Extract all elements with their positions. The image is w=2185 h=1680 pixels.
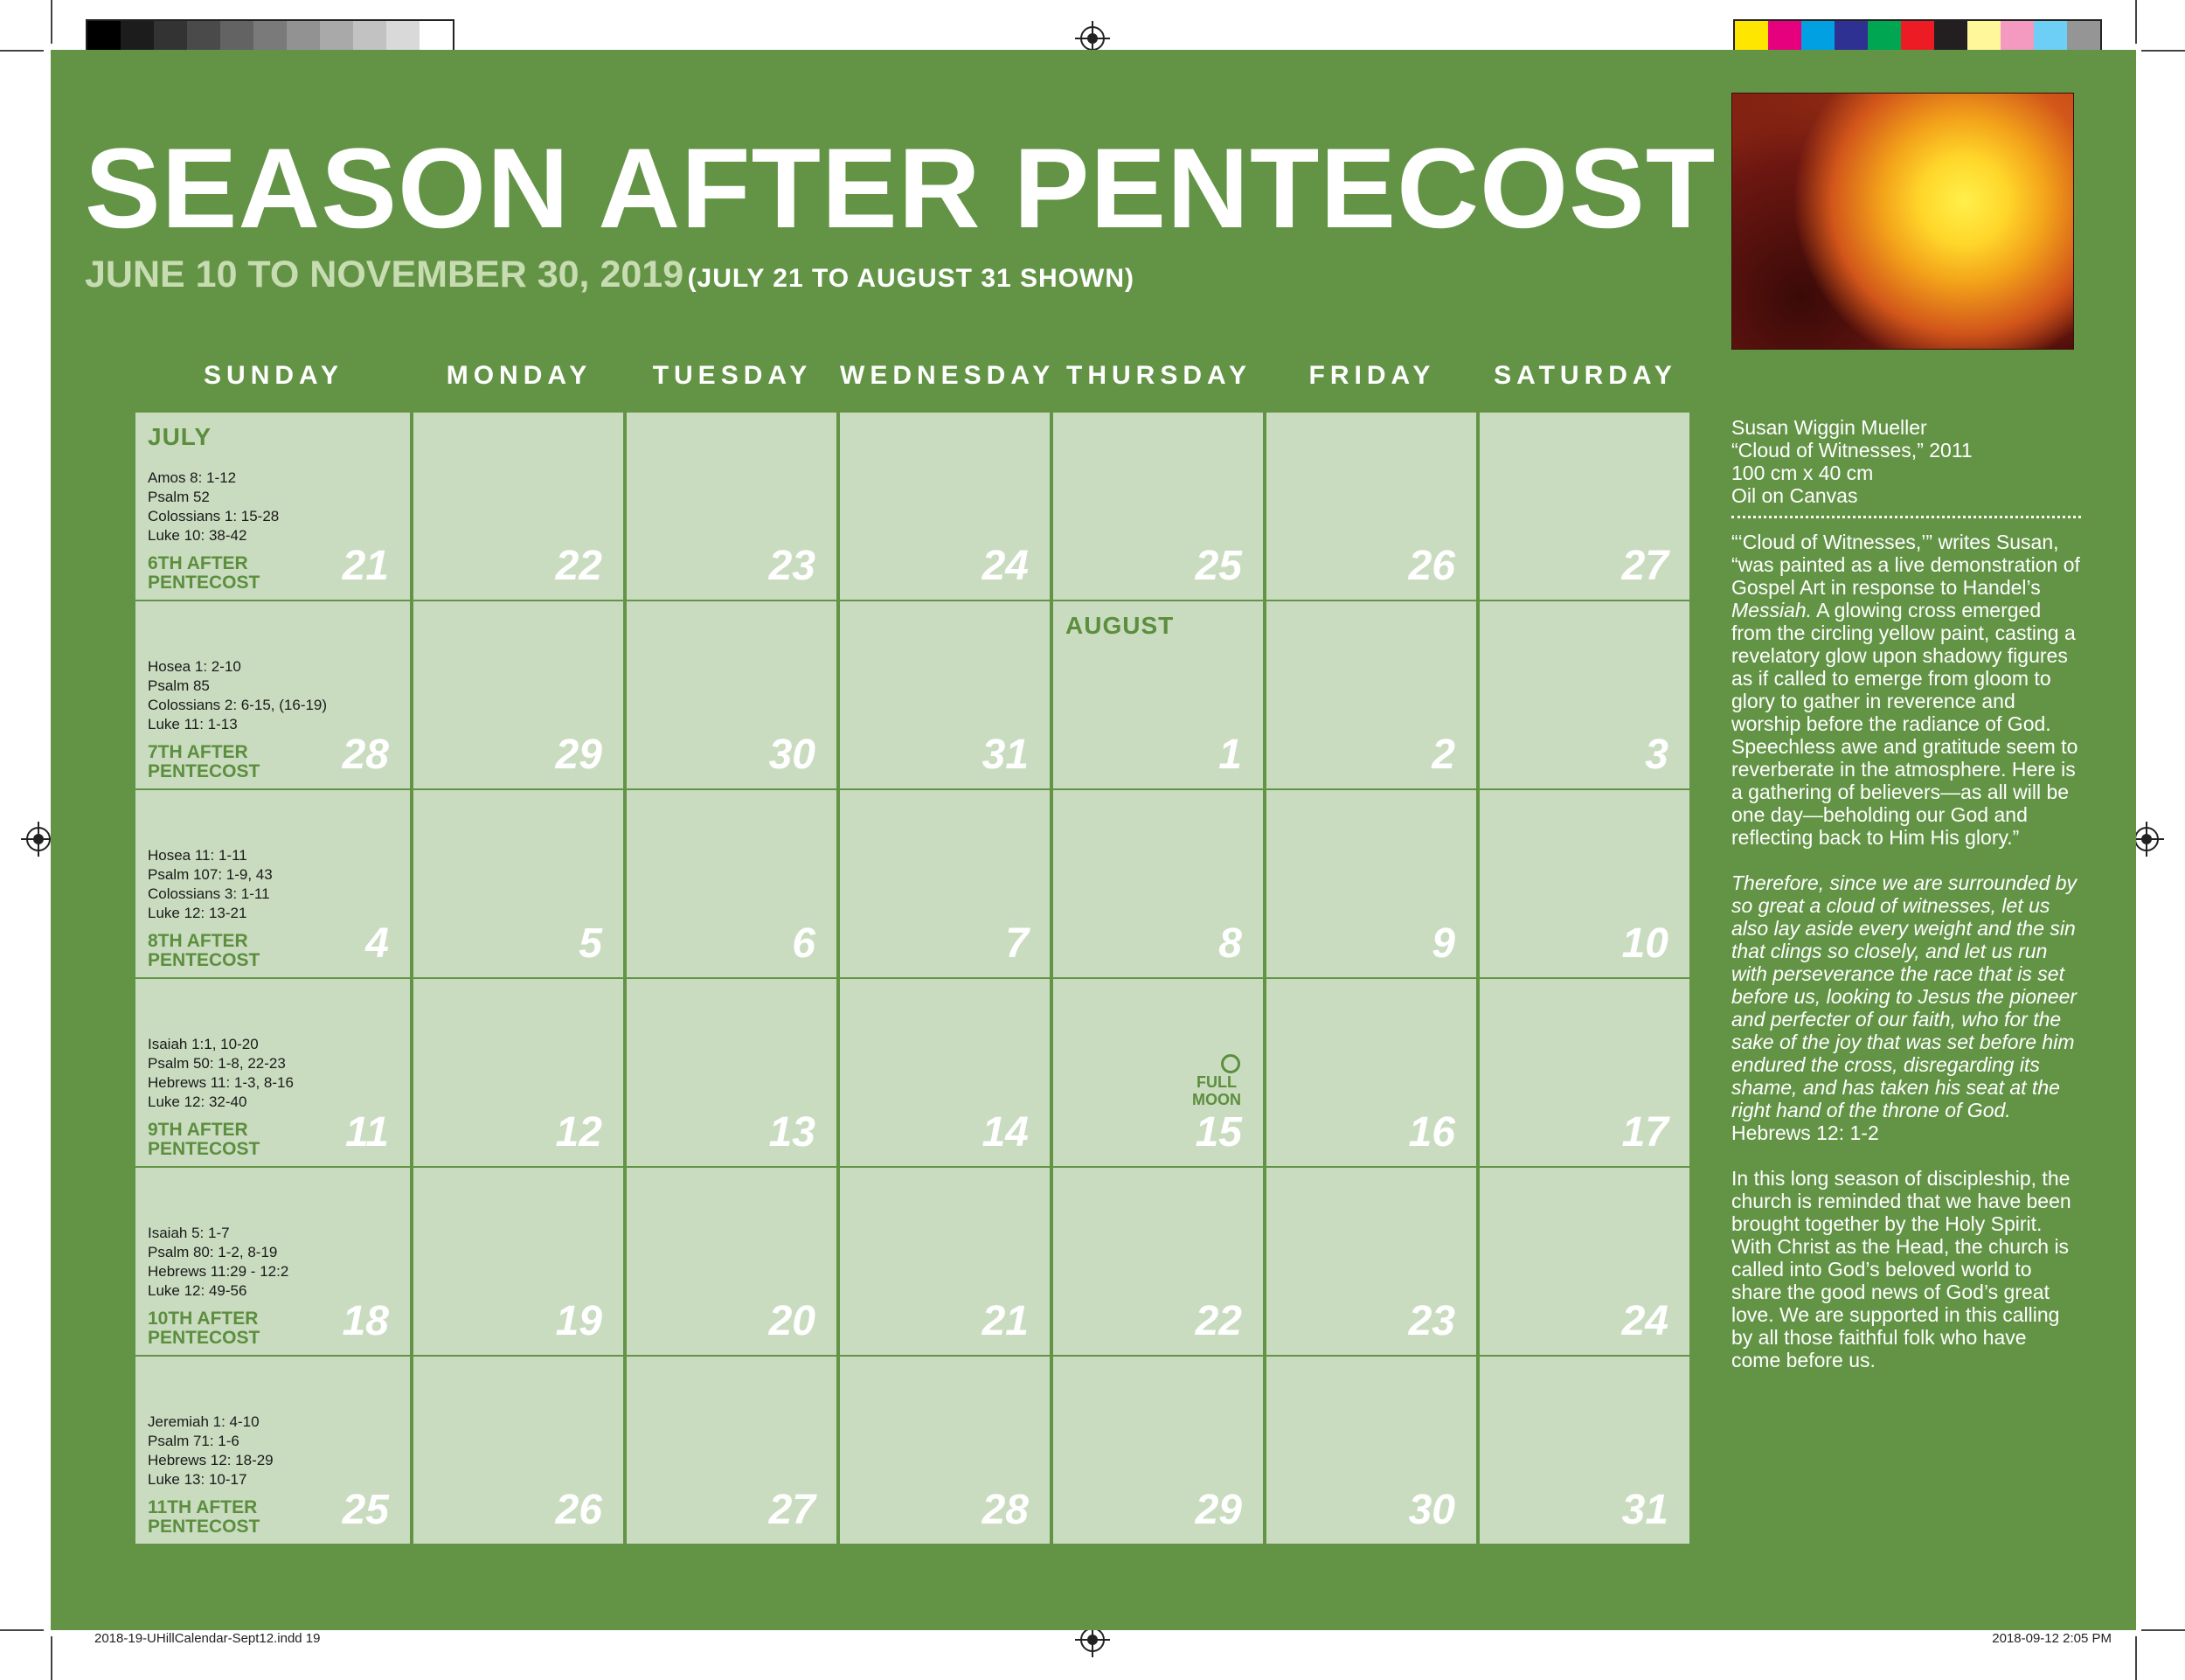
- sunday-name: [148, 1309, 260, 1348]
- color-swatch: [87, 21, 121, 52]
- day-number: 11: [345, 1109, 389, 1156]
- day-cell: [1266, 790, 1476, 977]
- crop-mark: [2135, 0, 2137, 44]
- sunday-name-line: 8TH AFTER: [148, 931, 248, 951]
- day-cell: [627, 790, 836, 977]
- reading-line: Luke 12: 32-40: [148, 1093, 247, 1110]
- day-number: 25: [342, 1487, 389, 1533]
- day-number: 9: [1432, 920, 1455, 967]
- day-cell: [135, 601, 410, 788]
- reading-line: Colossians 2: 6-15, (16-19): [148, 697, 328, 713]
- day-number: 18: [342, 1298, 389, 1344]
- color-swatch: [1801, 21, 1835, 52]
- day-number: 5: [579, 920, 602, 967]
- artwork-sidebar: [1731, 416, 2081, 1371]
- day-number: 7: [1005, 920, 1029, 967]
- day-cell: [1053, 1357, 1263, 1544]
- day-cell: [840, 1357, 1050, 1544]
- description-text: “‘Cloud of Witnesses,’” writes Susan, “was painted as a live demonstration of Gospel Art in response to Handel’s: [1731, 531, 2080, 599]
- shown-range-note: (JULY 21 TO AUGUST 31 SHOWN): [687, 264, 1135, 293]
- season-dates: JUNE 10 TO NOVEMBER 30, 2019: [85, 253, 684, 295]
- day-number: 26: [555, 1487, 602, 1533]
- registration-mark-icon: [1080, 1628, 1105, 1652]
- reading-line: Luke 13: 10-17: [148, 1471, 247, 1488]
- color-swatch: [1835, 21, 1868, 52]
- day-number: 2: [1432, 732, 1455, 778]
- crop-mark: [51, 1636, 52, 1680]
- artwork-image: [1731, 93, 2074, 350]
- sunday-name-line: 7TH AFTER: [148, 742, 248, 762]
- sunday-name: [148, 1498, 260, 1537]
- calendar-grid: [135, 413, 1691, 1545]
- day-number: 6: [792, 920, 815, 967]
- reading-line: Luke 10: 38-42: [148, 527, 247, 544]
- day-cell: [1266, 413, 1476, 600]
- lectionary-readings: [148, 1413, 274, 1489]
- day-number: 31: [1621, 1487, 1668, 1533]
- day-cell: [840, 979, 1050, 1166]
- registration-mark-icon: [2134, 827, 2159, 851]
- sunday-name-line: 9TH AFTER: [148, 1120, 248, 1140]
- day-cell: [413, 1357, 623, 1544]
- reading-line: Jeremiah 1: 4-10: [148, 1413, 260, 1430]
- day-number: 13: [768, 1109, 815, 1156]
- color-swatch: [320, 21, 353, 52]
- color-swatch: [154, 21, 187, 52]
- page-title: SEASON AFTER PENTECOST: [85, 124, 1717, 252]
- day-number: 12: [555, 1109, 602, 1156]
- lectionary-readings: [148, 1224, 288, 1301]
- artwork-dimensions: 100 cm x 40 cm: [1731, 462, 1874, 484]
- weekday-saturday: SATURDAY: [1494, 361, 1677, 390]
- sunday-name: [148, 932, 260, 970]
- day-cell: [1480, 790, 1689, 977]
- day-cell: [1053, 413, 1263, 600]
- sunday-name-line: 10TH AFTER: [148, 1309, 259, 1329]
- crop-mark: [0, 50, 44, 52]
- day-number: 24: [1621, 1298, 1668, 1344]
- day-number: 21: [342, 543, 389, 589]
- process-color-bar: [1733, 19, 2102, 54]
- reading-line: Colossians 1: 15-28: [148, 508, 280, 524]
- day-number: 1: [1218, 732, 1242, 778]
- sunday-name: [148, 1121, 260, 1159]
- day-number: 22: [1195, 1298, 1242, 1344]
- color-swatch: [420, 21, 453, 52]
- day-cell: [627, 1168, 836, 1355]
- sunday-name: [148, 554, 260, 593]
- day-number: 23: [768, 543, 815, 589]
- day-number: 29: [1195, 1487, 1242, 1533]
- day-number: 25: [1195, 543, 1242, 589]
- reading-line: Isaiah 5: 1-7: [148, 1225, 230, 1241]
- description-italic-text: Messiah.: [1731, 599, 1813, 621]
- reading-line: Luke 11: 1-13: [148, 716, 238, 732]
- day-cell: [135, 413, 410, 600]
- day-cell: [840, 413, 1050, 600]
- day-cell: [1053, 790, 1263, 977]
- day-cell: [413, 790, 623, 977]
- day-number: 14: [982, 1109, 1029, 1156]
- lectionary-readings: [148, 469, 279, 545]
- day-number: 27: [1621, 543, 1668, 589]
- day-number: 28: [982, 1487, 1029, 1533]
- day-cell: [135, 1357, 410, 1544]
- lectionary-readings: [148, 846, 273, 923]
- color-swatch: [1735, 21, 1768, 52]
- grayscale-color-bar: [86, 19, 454, 54]
- color-swatch: [187, 21, 220, 52]
- registration-mark-icon: [26, 827, 51, 851]
- artist-name: Susan Wiggin Mueller: [1731, 416, 1927, 439]
- day-cell: [1480, 979, 1689, 1166]
- day-cell: [627, 601, 836, 788]
- weekday-thursday: THURSDAY: [1066, 361, 1252, 390]
- color-swatch: [121, 21, 154, 52]
- day-cell: [1266, 1357, 1476, 1544]
- day-number: 8: [1218, 920, 1242, 967]
- day-cell: [627, 979, 836, 1166]
- weekday-sunday: SUNDAY: [204, 361, 343, 390]
- color-swatch: [287, 21, 320, 52]
- reading-line: Hebrews 11:29 - 12:2: [148, 1263, 289, 1280]
- day-cell: [627, 413, 836, 600]
- day-cell: [840, 1168, 1050, 1355]
- day-cell: [1480, 601, 1689, 788]
- day-cell: [840, 790, 1050, 977]
- day-cell: [413, 413, 623, 600]
- color-swatch: [1868, 21, 1901, 52]
- day-cell: [135, 790, 410, 977]
- month-label: AUGUST: [1065, 612, 1175, 639]
- sunday-name-line: PENTECOST: [148, 1139, 260, 1159]
- color-swatch: [220, 21, 253, 52]
- reading-line: Hosea 1: 2-10: [148, 658, 241, 675]
- day-number: 22: [555, 543, 602, 589]
- description-text-cont: A glowing cross emerged from the circling yellow paint, casting a revelatory glow upon shadowy figures as if called to emerge from gloom to glory to gather in reverence and worship before the radiance of God. Speechless awe and gratitude seem to reverberate in the atmosphere. Here is a gathering of believers—as all will be one day—beholding our God and reflecting back to Him His glory.”: [1731, 599, 2078, 849]
- color-swatch: [2034, 21, 2067, 52]
- day-cell: [413, 979, 623, 1166]
- color-swatch: [2067, 21, 2100, 52]
- artwork-description: [1731, 531, 2081, 849]
- sunday-name-line: PENTECOST: [148, 761, 260, 781]
- moon-label: MOON: [1192, 1091, 1241, 1108]
- reading-line: Isaiah 1:1, 10-20: [148, 1036, 259, 1052]
- sunday-name-line: PENTECOST: [148, 1517, 260, 1537]
- color-swatch: [1901, 21, 1934, 52]
- day-cell: [1480, 1168, 1689, 1355]
- day-number: 26: [1408, 543, 1455, 589]
- day-cell: [1266, 1168, 1476, 1355]
- crop-mark: [2135, 1636, 2137, 1680]
- reading-line: Colossians 3: 1-11: [148, 885, 270, 902]
- full-moon-icon: [1221, 1054, 1240, 1073]
- color-swatch: [353, 21, 386, 52]
- day-cell: [1053, 1168, 1263, 1355]
- reading-line: Luke 12: 49-56: [148, 1282, 247, 1299]
- day-cell: [1266, 979, 1476, 1166]
- scripture-quote: Therefore, since we are surrounded by so great a cloud of witnesses, let us also lay aside every weight and the sin that clings so closely, and let us run with perseverance the race that is set before us, looking to Jesus the pioneer and perfecter of our faith, who for the sake of the joy that was set before him endured the cross, disregarding its shame, and has taken his seat at the right hand of the throne of God.: [1731, 871, 2077, 1121]
- registration-mark-icon: [1080, 26, 1105, 51]
- day-number: 24: [982, 543, 1029, 589]
- footer-file-name: 2018-19-UHillCalendar-Sept12.indd 19: [94, 1631, 321, 1646]
- closing-paragraph: In this long season of discipleship, the church is reminded that we have been brought together by the Holy Spirit. With Christ as the Head, the church is called into God’s beloved world to share the good news of God’s great love. We are supported in this calling by all those faithful folk who have come before us.: [1731, 1167, 2071, 1371]
- reading-line: Psalm 107: 1-9, 43: [148, 866, 273, 883]
- sunday-name-line: 11TH AFTER: [148, 1497, 258, 1517]
- reading-line: Psalm 50: 1-8, 22-23: [148, 1055, 286, 1072]
- day-number: 29: [555, 732, 602, 778]
- weekday-header: [85, 354, 1689, 398]
- color-swatch: [1768, 21, 1801, 52]
- day-number: 17: [1621, 1109, 1668, 1156]
- scripture-reference: Hebrews 12: 1-2: [1731, 1121, 1879, 1144]
- day-cell: [1053, 601, 1263, 788]
- crop-mark: [2141, 1629, 2185, 1631]
- day-cell: [1480, 413, 1689, 600]
- day-number: 4: [365, 920, 389, 967]
- color-swatch: [1934, 21, 1967, 52]
- reading-line: Psalm 52: [148, 489, 210, 505]
- sunday-name-line: PENTECOST: [148, 573, 260, 593]
- color-swatch: [386, 21, 420, 52]
- color-swatch: [2001, 21, 2034, 52]
- day-number: 19: [555, 1298, 602, 1344]
- day-cell: [413, 1168, 623, 1355]
- sunday-name-line: 6TH AFTER: [148, 553, 248, 573]
- artwork-credit: [1731, 416, 2081, 518]
- lectionary-readings: [148, 657, 327, 734]
- day-number: 30: [768, 732, 815, 778]
- day-number: 28: [342, 732, 389, 778]
- day-number: 15: [1195, 1109, 1242, 1156]
- day-number: 16: [1408, 1109, 1455, 1156]
- day-number: 30: [1408, 1487, 1455, 1533]
- reading-line: Hebrews 12: 18-29: [148, 1452, 274, 1468]
- weekday-tuesday: TUESDAY: [652, 361, 813, 390]
- reading-line: Hebrews 11: 1-3, 8-16: [148, 1074, 294, 1091]
- day-number: 10: [1621, 920, 1668, 967]
- sunday-name-line: PENTECOST: [148, 1328, 260, 1348]
- day-cell: [1053, 979, 1263, 1166]
- color-swatch: [1967, 21, 2001, 52]
- day-number: 21: [982, 1298, 1029, 1344]
- day-cell: [627, 1357, 836, 1544]
- reading-line: Psalm 80: 1-2, 8-19: [148, 1244, 278, 1260]
- month-label: JULY: [148, 423, 212, 450]
- artwork-title: “Cloud of Witnesses,” 2011: [1731, 439, 1973, 462]
- reading-line: Psalm 71: 1-6: [148, 1433, 239, 1449]
- day-number: 20: [768, 1298, 815, 1344]
- moon-phase: [1186, 1054, 1247, 1108]
- moon-label: FULL: [1197, 1073, 1237, 1091]
- day-number: 23: [1408, 1298, 1455, 1344]
- weekday-monday: MONDAY: [446, 361, 593, 390]
- sunday-name: [148, 743, 260, 781]
- day-cell: [1266, 601, 1476, 788]
- crop-mark: [0, 1629, 44, 1631]
- lectionary-readings: [148, 1035, 294, 1112]
- reading-line: Psalm 85: [148, 677, 210, 694]
- date-range-subtitle: [85, 253, 1134, 296]
- day-cell: [135, 979, 410, 1166]
- day-cell: [1480, 1357, 1689, 1544]
- day-number: 3: [1645, 732, 1668, 778]
- day-cell: [413, 601, 623, 788]
- day-number: 27: [768, 1487, 815, 1533]
- reading-line: Luke 12: 13-21: [148, 905, 247, 921]
- color-swatch: [253, 21, 287, 52]
- artwork-medium: Oil on Canvas: [1731, 484, 1858, 507]
- reading-line: Amos 8: 1-12: [148, 469, 237, 486]
- day-cell: [135, 1168, 410, 1355]
- weekday-friday: FRIDAY: [1308, 361, 1436, 390]
- day-number: 31: [982, 732, 1029, 778]
- day-cell: [840, 601, 1050, 788]
- footer-timestamp: 2018-09-12 2:05 PM: [1992, 1631, 2112, 1646]
- crop-mark: [2141, 50, 2185, 52]
- crop-mark: [51, 0, 52, 44]
- reading-line: Hosea 11: 1-11: [148, 847, 247, 864]
- weekday-wednesday: WEDNESDAY: [840, 361, 1056, 390]
- sunday-name-line: PENTECOST: [148, 950, 260, 970]
